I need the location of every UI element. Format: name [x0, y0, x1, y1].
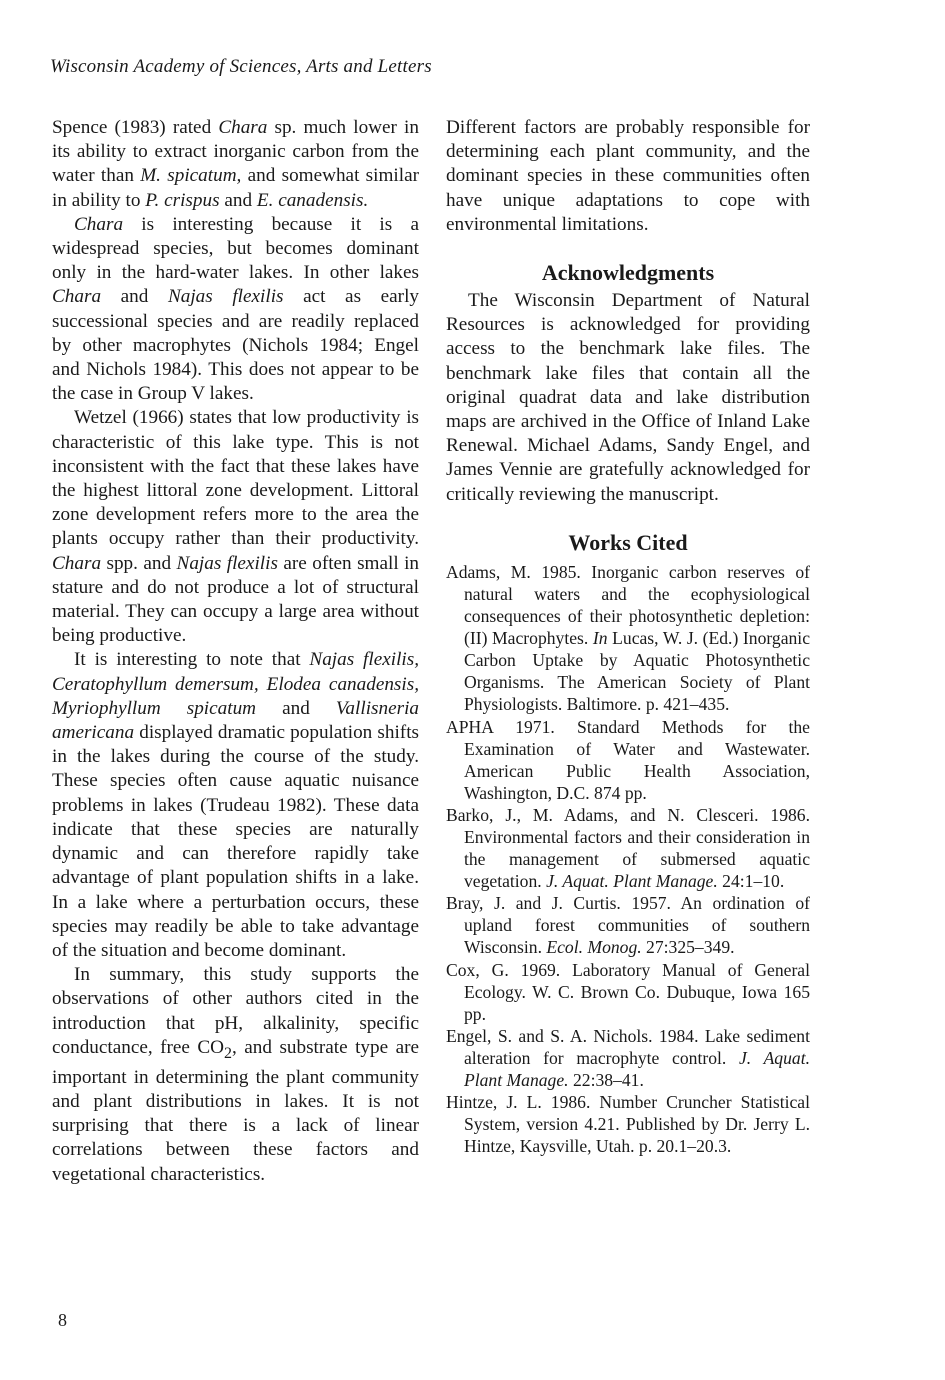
text-run: and [101, 286, 168, 308]
italic-run: Najas flexilis [167, 286, 284, 308]
italic-run: Chara [52, 286, 102, 308]
italic-run: Chara [218, 117, 268, 138]
reference-item [446, 1091, 810, 1157]
text-run: spp. and [101, 552, 177, 574]
text-run: Wetzel (1966) states that low productivity is characteristic of this lake type. This is not inconsistent with the fact that these lakes have the highest littoral zone development. Littoral zone development refers more to the area the plants occupy rather than their productivity. [52, 407, 419, 550]
right-column [446, 116, 810, 1157]
reference-list [446, 561, 810, 1158]
italic-run: E. canadensis. [256, 189, 369, 211]
italic-run: Chara [74, 213, 124, 235]
paragraph-summary [52, 963, 419, 1187]
text-run: Bray, J. and J. Curtis. 1957. An ordination of upland forest communities of southern Wisconsin. [446, 893, 810, 958]
text-run: sp. much lower in its ability to extract inorganic carbon from the water than [52, 117, 419, 187]
italic-run: In [592, 628, 608, 649]
italic-run: J. Aquat. Plant Manage. [464, 1047, 810, 1090]
text-run: is interesting because it is a widespread species, but becomes dominant only in the hard-water lakes. In other lakes [52, 213, 419, 284]
italic-run: Najas flexilis [176, 552, 278, 574]
paragraph-chara [52, 213, 419, 407]
text-run: 27:325–349. [641, 937, 735, 958]
italic-run: J. Aquat. Plant Manage. [546, 871, 718, 892]
text-run: Hintze, J. L. 1986. Number Cruncher Statistical System, version 4.21. Published by Dr. Jerry L. Hintze, Kaysville, Utah. p. 20.1–20.3. [446, 1092, 810, 1157]
italic-run: P. crispus [145, 189, 220, 211]
left-column [52, 116, 419, 1187]
reference-item [446, 959, 810, 1025]
text-run: , and substrate type are important in determining the plant community and plant distributions in lakes. It is not surprising that there is a lack of linear correlations between these factors and vegetational characteristics. [52, 1036, 419, 1185]
page-number: 8 [58, 1310, 67, 1330]
reference-item [446, 892, 810, 958]
paragraph-population-shifts [52, 648, 419, 963]
running-head: Wisconsin Academy of Sciences, Arts and Letters [50, 56, 432, 77]
reference-item [446, 804, 810, 892]
italic-run: Chara [52, 552, 102, 574]
text-run: Cox, G. 1969. Laboratory Manual of General Ecology. W. C. Brown Co. Dubuque, Iowa 165 pp. [446, 959, 810, 1024]
reference-item [446, 1025, 810, 1091]
italic-run: M. spicatum, [140, 165, 242, 187]
subscript: 2 [224, 1044, 233, 1062]
paragraph-spence [52, 116, 419, 213]
text-run: Engel, S. and S. A. Nichols. 1984. Lake sediment alteration for macrophyte control. [446, 1025, 810, 1068]
text-run: and [256, 697, 336, 719]
text-run: Lucas, W. J. (Ed.) Inorganic Carbon Uptake by Aquatic Photosynthetic Organisms. The American Society of Plant Physiologists. Baltimore. p. 421–435. [464, 628, 811, 715]
text-run: are often small in stature and do not produce a lot of structural material. They can occupy a large area without being productive. [52, 552, 420, 647]
text-run: and [219, 189, 257, 211]
italic-run: Najas flexilis, Ceratophyllum demersum, Elodea canadensis, Myriophyllum spicatum [52, 649, 419, 719]
text-run: 24:1–10. [717, 871, 785, 892]
italic-run: Ecol. Monog. [546, 937, 642, 958]
text-run: and somewhat similar in ability to [52, 165, 419, 211]
text-run: In summary, this study supports the observations of other authors cited in the introduction that pH, alkalinity, specific conductance, free CO [52, 964, 419, 1058]
works-cited-heading: Works Cited [568, 529, 688, 555]
text-run: It is interesting to note that [74, 649, 310, 671]
text-run: Adams, M. 1985. Inorganic carbon reserves of natural waters and the ecophysiological consequences of their photosynthetic depletion: (II) Macrophytes. [446, 561, 810, 649]
italic-run: Vallisneria americana [52, 697, 419, 744]
reference-item [446, 716, 810, 804]
text-run: Barko, J., M. Adams, and N. Clesceri. 1986. Environmental factors and their consideration in the management of submersed aquatic vegetation. [446, 804, 810, 892]
paragraph-conclusion: Different factors are probably responsible for determining each plant community, and the dominant species in these communities often have unique adaptations to cope with environmental limitations. [446, 117, 810, 235]
text-run: 22:38–41. [568, 1070, 644, 1090]
text-run: APHA 1971. Standard Methods for the Examination of Water and Wastewater. American Public Health Association, Washington, D.C. 874 pp. [446, 716, 810, 803]
acknowledgments-text: The Wisconsin Department of Natural Resources is acknowledged for providing access to the benchmark lake files. The benchmark lake files that contain all the original quadrat data and lake distribution maps are archived in the Office of Inland Lake Renewal. Michael Adams, Sandy Engel, and James Vennie are gratefully acknowledged for critically reviewing the manuscript. [446, 290, 810, 505]
acknowledgments-heading: Acknowledgments [541, 260, 715, 286]
text-run: displayed dramatic population shifts in the lakes during the course of the study. These species often cause aquatic nuisance problems in lakes (Trudeau 1982). These data indicate that these species are naturally dynamic and can therefore rapidly take advantage of plant population shifts in a lake. In a lake where a perturbation occurs, these species may readily be able to take advantage of the situation and become dominant. [52, 722, 419, 961]
text-run: Spence (1983) rated [52, 117, 219, 138]
text-run: act as early successional species and are readily replaced by other macrophytes (Nichols 1984; Engel and Nichols 1984). This does not appear to be the case in Group V lakes. [52, 286, 419, 405]
reference-item [446, 561, 810, 716]
paragraph-wetzel [52, 406, 419, 648]
